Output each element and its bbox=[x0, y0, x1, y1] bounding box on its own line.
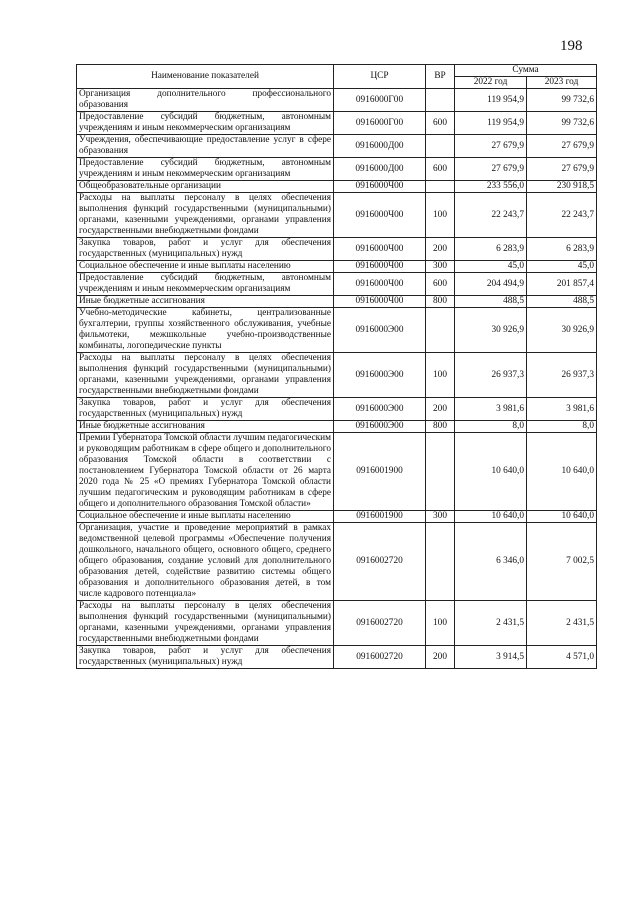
table-row bbox=[77, 511, 597, 523]
row-sum-2023-cell: 2 431,5 bbox=[527, 601, 597, 646]
row-name-cell: Предоставление субсидий бюджетным, автономным учреждениям и иным некоммерческим организациям bbox=[77, 273, 334, 296]
row-vr-cell: 200 bbox=[426, 238, 455, 261]
row-sum-2022-cell: 204 494,9 bbox=[455, 273, 527, 296]
row-vr-cell: 200 bbox=[426, 398, 455, 421]
row-sum-2022-cell: 2 431,5 bbox=[455, 601, 527, 646]
row-vr-cell bbox=[426, 433, 455, 511]
row-csr-cell: 0916000Ч00 bbox=[334, 296, 426, 308]
row-csr-cell: 0916000Д00 bbox=[334, 158, 426, 181]
row-sum-2023-cell: 6 283,9 bbox=[527, 238, 597, 261]
table-row bbox=[77, 308, 597, 353]
table-body bbox=[77, 89, 597, 669]
row-name-cell: Закупка товаров, работ и услуг для обеспечения государственных (муниципальных) нужд bbox=[77, 646, 334, 669]
row-csr-cell: 0916000Г00 bbox=[334, 89, 426, 112]
row-name-cell: Учебно-методические кабинеты, централизованные бухгалтерии, группы хозяйственного обслуживания, учебные фильмотеки, межшкольные учебно-производственные комбинаты, логопедические пункты bbox=[77, 308, 334, 353]
row-csr-cell: 0916000Э00 bbox=[334, 398, 426, 421]
row-name-cell: Закупка товаров, работ и услуг для обеспечения государственных (муниципальных) нужд bbox=[77, 398, 334, 421]
row-sum-2023-cell: 201 857,4 bbox=[527, 273, 597, 296]
row-name-cell: Предоставление субсидий бюджетным, автономным учреждениям и иным некоммерческим организациям bbox=[77, 158, 334, 181]
table-row bbox=[77, 353, 597, 398]
header-sum: Сумма bbox=[455, 65, 597, 77]
row-sum-2022-cell: 488,5 bbox=[455, 296, 527, 308]
row-sum-2022-cell: 22 243,7 bbox=[455, 193, 527, 238]
row-csr-cell: 0916002720 bbox=[334, 601, 426, 646]
table-row bbox=[77, 181, 597, 193]
row-vr-cell: 100 bbox=[426, 601, 455, 646]
row-sum-2022-cell: 45,0 bbox=[455, 261, 527, 273]
table-row bbox=[77, 601, 597, 646]
table-row bbox=[77, 158, 597, 181]
row-sum-2022-cell: 119 954,9 bbox=[455, 89, 527, 112]
row-vr-cell: 100 bbox=[426, 353, 455, 398]
row-vr-cell: 100 bbox=[426, 193, 455, 238]
row-sum-2023-cell: 99 732,6 bbox=[527, 112, 597, 135]
row-sum-2023-cell: 10 640,0 bbox=[527, 433, 597, 511]
table-row bbox=[77, 261, 597, 273]
row-csr-cell: 0916000Ч00 bbox=[334, 193, 426, 238]
table-row bbox=[77, 646, 597, 669]
header-row bbox=[77, 65, 597, 77]
budget-table bbox=[76, 64, 597, 669]
row-sum-2023-cell: 7 002,5 bbox=[527, 523, 597, 601]
row-csr-cell: 0916002720 bbox=[334, 523, 426, 601]
row-csr-cell: 0916000Ч00 bbox=[334, 261, 426, 273]
row-sum-2023-cell: 99 732,6 bbox=[527, 89, 597, 112]
row-csr-cell: 0916001900 bbox=[334, 511, 426, 523]
row-sum-2023-cell: 488,5 bbox=[527, 296, 597, 308]
row-sum-2022-cell: 26 937,3 bbox=[455, 353, 527, 398]
row-vr-cell bbox=[426, 135, 455, 158]
row-csr-cell: 0916000Э00 bbox=[334, 353, 426, 398]
row-sum-2022-cell: 3 981,6 bbox=[455, 398, 527, 421]
table-row bbox=[77, 238, 597, 261]
row-csr-cell: 0916000Э00 bbox=[334, 308, 426, 353]
table-row bbox=[77, 112, 597, 135]
row-csr-cell: 0916000Д00 bbox=[334, 135, 426, 158]
row-name-cell: Закупка товаров, работ и услуг для обеспечения государственных (муниципальных) нужд bbox=[77, 238, 334, 261]
row-sum-2022-cell: 27 679,9 bbox=[455, 158, 527, 181]
row-sum-2023-cell: 4 571,0 bbox=[527, 646, 597, 669]
row-vr-cell bbox=[426, 523, 455, 601]
row-vr-cell: 300 bbox=[426, 261, 455, 273]
row-vr-cell: 200 bbox=[426, 646, 455, 669]
header-year-2022: 2022 год bbox=[455, 77, 527, 89]
row-sum-2023-cell: 10 640,0 bbox=[527, 511, 597, 523]
row-sum-2023-cell: 230 918,5 bbox=[527, 181, 597, 193]
row-name-cell: Общеобразовательные организации bbox=[77, 181, 334, 193]
row-name-cell: Иные бюджетные ассигнования bbox=[77, 296, 334, 308]
row-csr-cell: 0916000Э00 bbox=[334, 421, 426, 433]
row-csr-cell: 0916000Ч00 bbox=[334, 273, 426, 296]
table-row bbox=[77, 296, 597, 308]
row-sum-2022-cell: 3 914,5 bbox=[455, 646, 527, 669]
table-row bbox=[77, 433, 597, 511]
row-sum-2023-cell: 3 981,6 bbox=[527, 398, 597, 421]
table-row bbox=[77, 273, 597, 296]
row-csr-cell: 0916001900 bbox=[334, 433, 426, 511]
row-sum-2022-cell: 119 954,9 bbox=[455, 112, 527, 135]
row-name-cell: Социальное обеспечение и иные выплаты населению bbox=[77, 261, 334, 273]
row-csr-cell: 0916000Г00 bbox=[334, 112, 426, 135]
table-row bbox=[77, 421, 597, 433]
table-row bbox=[77, 398, 597, 421]
row-vr-cell: 800 bbox=[426, 296, 455, 308]
row-sum-2023-cell: 8,0 bbox=[527, 421, 597, 433]
row-csr-cell: 0916002720 bbox=[334, 646, 426, 669]
row-sum-2023-cell: 27 679,9 bbox=[527, 135, 597, 158]
header-year-2023: 2023 год bbox=[527, 77, 597, 89]
row-vr-cell: 800 bbox=[426, 421, 455, 433]
page-number: 198 bbox=[560, 38, 583, 54]
row-sum-2022-cell: 30 926,9 bbox=[455, 308, 527, 353]
table-row bbox=[77, 523, 597, 601]
row-name-cell: Предоставление субсидий бюджетным, автономным учреждениям и иным некоммерческим организациям bbox=[77, 112, 334, 135]
header-csr: ЦСР bbox=[334, 65, 426, 89]
row-vr-cell bbox=[426, 89, 455, 112]
table-row bbox=[77, 135, 597, 158]
row-name-cell: Организация, участие и проведение мероприятий в рамках ведомственной целевой программы «Обеспечение получения дошкольного, начального общего, основного общего, среднего общего образования, создание условий для дополнительного образования детей, содействие развитию системы общего образования и дополнительного образования детей, в том числе кадрового потенциала» bbox=[77, 523, 334, 601]
table-row bbox=[77, 89, 597, 112]
row-sum-2023-cell: 30 926,9 bbox=[527, 308, 597, 353]
row-name-cell: Премии Губернатора Томской области лучшим педагогическим и руководящим работникам в сфере общего и дополнительного образования Томской области в соответствии с постановлением Губернатора Томской области от 26 марта 2020 года № 25 «О премиях Губернатора Томской области лучшим педагогическим и руководящим работникам в сфере общего и дополнительного образования Томской области» bbox=[77, 433, 334, 511]
row-name-cell: Учреждения, обеспечивающие предоставление услуг в сфере образования bbox=[77, 135, 334, 158]
row-sum-2023-cell: 26 937,3 bbox=[527, 353, 597, 398]
row-vr-cell: 600 bbox=[426, 273, 455, 296]
row-vr-cell bbox=[426, 181, 455, 193]
row-vr-cell: 300 bbox=[426, 511, 455, 523]
row-name-cell: Расходы на выплаты персоналу в целях обеспечения выполнения функций государственными (муниципальными) органами, казенными учреждениями, органами управления государственными внебюджетными фондами bbox=[77, 353, 334, 398]
row-name-cell: Расходы на выплаты персоналу в целях обеспечения выполнения функций государственными (муниципальными) органами, казенными учреждениями, органами управления государственными внебюджетными фондами bbox=[77, 601, 334, 646]
row-vr-cell bbox=[426, 308, 455, 353]
row-sum-2023-cell: 27 679,9 bbox=[527, 158, 597, 181]
row-sum-2022-cell: 10 640,0 bbox=[455, 511, 527, 523]
header-vr: ВР bbox=[426, 65, 455, 89]
row-csr-cell: 0916000Ч00 bbox=[334, 181, 426, 193]
row-sum-2022-cell: 8,0 bbox=[455, 421, 527, 433]
row-sum-2022-cell: 6 346,0 bbox=[455, 523, 527, 601]
row-vr-cell: 600 bbox=[426, 158, 455, 181]
table-row bbox=[77, 193, 597, 238]
row-csr-cell: 0916000Ч00 bbox=[334, 238, 426, 261]
row-sum-2022-cell: 10 640,0 bbox=[455, 433, 527, 511]
row-sum-2022-cell: 233 556,0 bbox=[455, 181, 527, 193]
row-name-cell: Организация дополнительного профессионального образования bbox=[77, 89, 334, 112]
row-sum-2023-cell: 22 243,7 bbox=[527, 193, 597, 238]
row-vr-cell: 600 bbox=[426, 112, 455, 135]
row-name-cell: Иные бюджетные ассигнования bbox=[77, 421, 334, 433]
row-sum-2022-cell: 27 679,9 bbox=[455, 135, 527, 158]
row-sum-2022-cell: 6 283,9 bbox=[455, 238, 527, 261]
header-name: Наименование показателей bbox=[77, 65, 334, 89]
row-name-cell: Социальное обеспечение и иные выплаты населению bbox=[77, 511, 334, 523]
row-name-cell: Расходы на выплаты персоналу в целях обеспечения выполнения функций государственными (муниципальными) органами, казенными учреждениями, органами управления государственными внебюджетными фондами bbox=[77, 193, 334, 238]
row-sum-2023-cell: 45,0 bbox=[527, 261, 597, 273]
